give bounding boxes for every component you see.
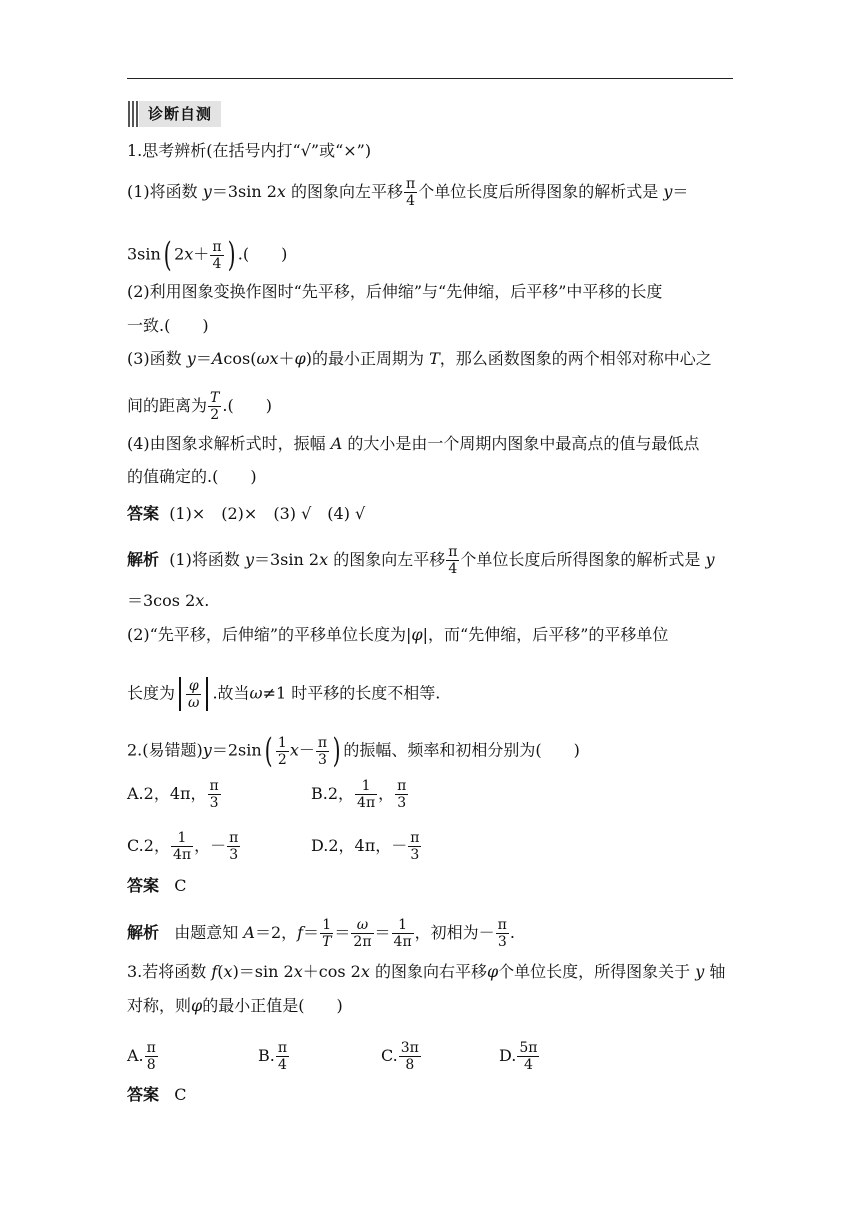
q2-option-b: B.2， $\frac{1}{4\pi}$ ， $\frac{\pi}{3}$ xyxy=(311,778,407,811)
analysis-label: 解析 xyxy=(127,550,160,569)
badge-bars-icon xyxy=(127,101,139,127)
q1-statement-2-line-1: (2)利用图象变换作图时“先平移，后伸缩”与“先伸缩，后平移”中平移的长度 xyxy=(127,282,663,301)
analysis-label: 解析 xyxy=(127,923,160,942)
q2-analysis: 解析 由题意知 A＝2，f＝ $\frac{1}{T}$ ＝ $\frac{\omega}{2\pi}$ ＝ $\frac{1}{4\pi}$ ，初相为－ $\frac{\pi}{3}$ . xyxy=(127,917,515,950)
section-badge xyxy=(127,101,221,127)
q1-analysis-line-2: ＝3cos 2x. xyxy=(127,591,210,610)
q1-analysis-line-4: 长度为 $\frac{\varphi}{\omega}$ .故当ω≠1 时平移的长度不相等. xyxy=(127,677,441,711)
fraction: $\frac{\pi}{4}$ xyxy=(448,544,458,577)
q2-stem: 2.(易错题)y＝2sin( $\frac{1}{2}$ x－ $\frac{\pi}{3}$ ) 的振幅、频率和初相分别为( ) xyxy=(127,731,580,771)
q1-statement-4-line-1: (4)由图象求解析式时，振幅 A 的大小是由一个周期内图象中最高点的值与最低点 xyxy=(127,434,700,453)
q2-answer: 答案 C xyxy=(127,876,187,895)
q3-stem-line-2: 对称，则φ的最小正值是( ) xyxy=(127,996,343,1015)
q1-statement-4-line-2: 的值确定的.( ) xyxy=(127,467,257,486)
answer-label: 答案 xyxy=(127,876,160,895)
q3-option-a: A. $\frac{\pi}{8}$ xyxy=(127,1040,156,1073)
q3-option-c: C. $\frac{3\pi}{8}$ xyxy=(381,1040,419,1073)
answer-label: 答案 xyxy=(127,1085,160,1104)
header-rule xyxy=(127,78,733,79)
q1-analysis-line-3: (2)“先平移，后伸缩”的平移单位长度为|φ|，而“先伸缩，后平移”的平移单位 xyxy=(127,625,669,644)
fraction: $\frac{\pi}{4}$ xyxy=(212,238,222,272)
q2-option-c: C.2， $\frac{1}{4\pi}$ ，－ $\frac{\pi}{3}$ xyxy=(127,830,239,863)
q1-answer: 答案 (1)× (2)× (3) √ (4) √ xyxy=(127,504,366,523)
fraction: $\frac{\pi}{3}$ xyxy=(317,734,328,768)
q2-option-a: A.2，4π， $\frac{\pi}{3}$ xyxy=(127,778,219,811)
q1-statement-2-line-2: 一致.( ) xyxy=(127,316,209,335)
q2-option-d: D.2，4π，－ $\frac{\pi}{3}$ xyxy=(311,830,420,863)
q1-statement-3-line-1: (3)函数 y＝Acos(ωx＋φ)的最小正周期为 T，那么函数图象的两个相邻对称中心之 xyxy=(127,349,712,368)
q3-option-d: D. $\frac{5\pi}{4}$ xyxy=(499,1040,538,1073)
fraction: $\frac{\pi}{4}$ xyxy=(406,176,416,209)
section-title: 诊断自测 xyxy=(139,101,221,127)
q1-statement-3-line-2: 间的距离为 $\frac{T}{2}$ .( ) xyxy=(127,390,272,423)
fraction: $\frac{T}{2}$ xyxy=(210,390,220,423)
q3-stem-line-1: 3.若将函数 f(x)＝sin 2x＋cos 2x 的图象向右平移φ个单位长度，所得图象关于 y 轴 xyxy=(127,962,726,981)
q1-statement-1-line-2: 3sin( 2x＋ $\frac{\pi}{4}$ ) .( ) xyxy=(127,235,288,275)
q3-answer: 答案 C xyxy=(127,1085,187,1104)
answer-label: 答案 xyxy=(127,504,160,523)
q1-heading: 1.思考辨析(在括号内打“√”或“×”) xyxy=(127,141,372,160)
q1-statement-1-line-1: (1)将函数 y＝3sin 2x 的图象向左平移 $\frac{\pi}{4}$ 个单位长度后所得图象的解析式是 y＝ xyxy=(127,176,689,209)
q1-analysis-line-1: 解析 (1)将函数 y＝3sin 2x 的图象向左平移 $\frac{\pi}{4}$ 个单位长度后所得图象的解析式是 y xyxy=(127,544,715,577)
fraction: $\frac{1}{2}$ xyxy=(277,734,287,768)
fraction: $\frac{\varphi}{\omega}$ xyxy=(188,677,200,711)
q3-option-b: B. $\frac{\pi}{4}$ xyxy=(258,1040,288,1073)
